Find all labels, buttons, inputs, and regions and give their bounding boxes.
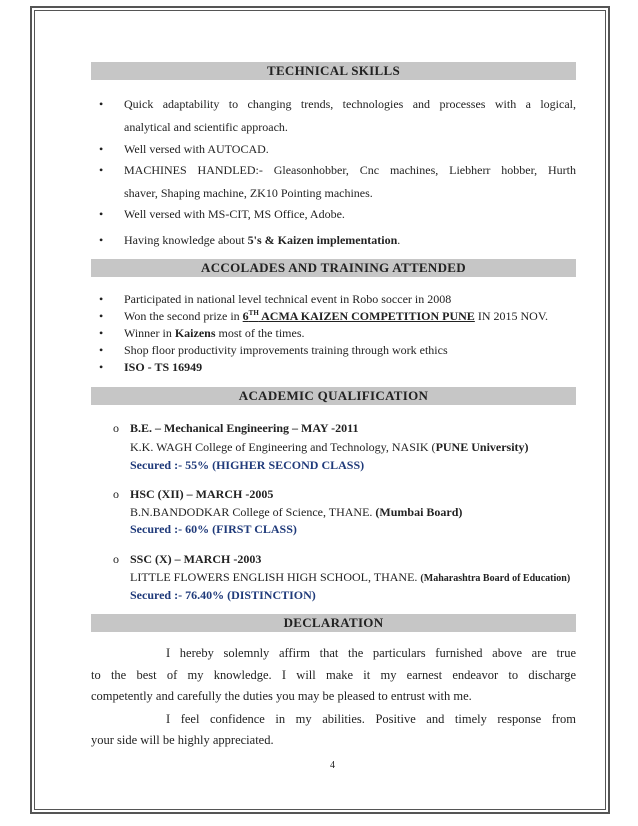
board-name: PUNE University) [435,440,529,454]
ordinal-number: 6 [242,309,249,323]
bullet-icon: • [99,233,104,247]
accolade-line [124,309,548,324]
qualification-title [130,421,358,436]
bullet-icon: • [99,326,104,340]
bullet-icon: • [99,343,104,357]
academic-header: ACADEMIC QUALIFICATION [91,387,576,405]
institution-name: LITTLE FLOWERS ENGLISH HIGH SCHOOL, THANE. [130,570,421,584]
skill-line: MACHINES HANDLED:- Gleasonhobber, Cnc machines, Liebherr hobber, Hurth [124,163,576,177]
board-name: (Maharashtra Board of Education) [420,573,571,584]
institution-line [130,440,529,455]
declaration-text: to the best of my knowledge. I will make it my earnest endeavor to discharge [91,668,576,682]
secured-line: Secured :- 76.40% (DISTINCTION) [130,588,316,602]
bullet-icon: • [99,292,104,306]
accolade-text: most of the times. [215,326,305,340]
declaration-text: I hereby solemnly affirm that the particulars furnished above are true [166,646,576,660]
accolade-bold [243,309,475,323]
competition-name: ACMA KAIZEN COMPETITION PUNE [258,309,475,323]
accolade-text: Winner in [124,326,175,340]
bullet-icon: • [99,309,104,323]
institution-line [130,570,570,585]
circle-bullet-icon: o [113,552,119,566]
accolade-text: IN 2015 NOV. [474,309,548,323]
bullet-icon: • [99,163,104,177]
declaration-text: I feel confidence in my abilities. Positive and timely response from [166,712,576,726]
ordinal-suffix: TH [248,309,259,317]
technical-skills-header: TECHNICAL SKILLS [91,62,576,80]
skill-line: analytical and scientific approach. [124,120,288,134]
secured-line: Secured :- 60% (FIRST CLASS) [130,522,297,536]
qualification-title-text: HSC (XII) – MARCH -2005 [130,487,274,501]
qualification-title-text: SSC (X) – MARCH -2003 [130,552,262,566]
qualification-title [130,487,273,502]
accolade-text: Won the second prize in [124,309,243,323]
declaration-header: DECLARATION [91,614,576,632]
secured-line: Secured :- 55% (HIGHER SECOND CLASS) [130,458,365,472]
accolade-bold: Kaizens [174,326,216,340]
skill-text: Having knowledge about [124,233,248,247]
circle-bullet-icon: o [113,487,119,501]
accolade-line [124,360,202,375]
institution-name: B.N.BANDODKAR College of Science, THANE. [130,505,376,519]
skill-line: Well versed with MS-CIT, MS Office, Adobe. [124,207,345,221]
qualification-title [130,552,261,567]
declaration-text: your side will be highly appreciated. [91,733,274,747]
skill-line [124,233,400,248]
accolade-bold: ISO - TS 16949 [124,360,203,374]
accolades-header: ACCOLADES AND TRAINING ATTENDED [91,259,576,277]
skill-text: . [397,233,401,247]
bullet-icon: • [99,142,104,156]
accolade-line: Participated in national level technical event in Robo soccer in 2008 [124,292,452,306]
board-name: (Mumbai Board) [375,505,463,519]
institution-line [130,505,462,520]
skill-bold: 5's & Kaizen implementation [247,233,398,247]
page-number: 4 [330,760,335,771]
accolade-line: Shop floor productivity improvements training through work ethics [124,343,448,357]
accolade-line [124,326,305,341]
bullet-icon: • [99,207,104,221]
declaration-text: competently and carefully the duties you may be pleased to entrust with me. [91,689,472,703]
qualification-title-text: B.E. – Mechanical Engineering – MAY -2011 [130,421,359,435]
skill-line: Well versed with AUTOCAD. [124,142,269,156]
skill-line: Quick adaptability to changing trends, technologies and processes with a logical, [124,97,576,111]
bullet-icon: • [99,360,104,374]
circle-bullet-icon: o [113,421,119,435]
institution-name: K.K. WAGH College of Engineering and Technology, NASIK ( [130,440,436,454]
skill-line: shaver, Shaping machine, ZK10 Pointing machines. [124,186,373,200]
bullet-icon: • [99,97,104,111]
